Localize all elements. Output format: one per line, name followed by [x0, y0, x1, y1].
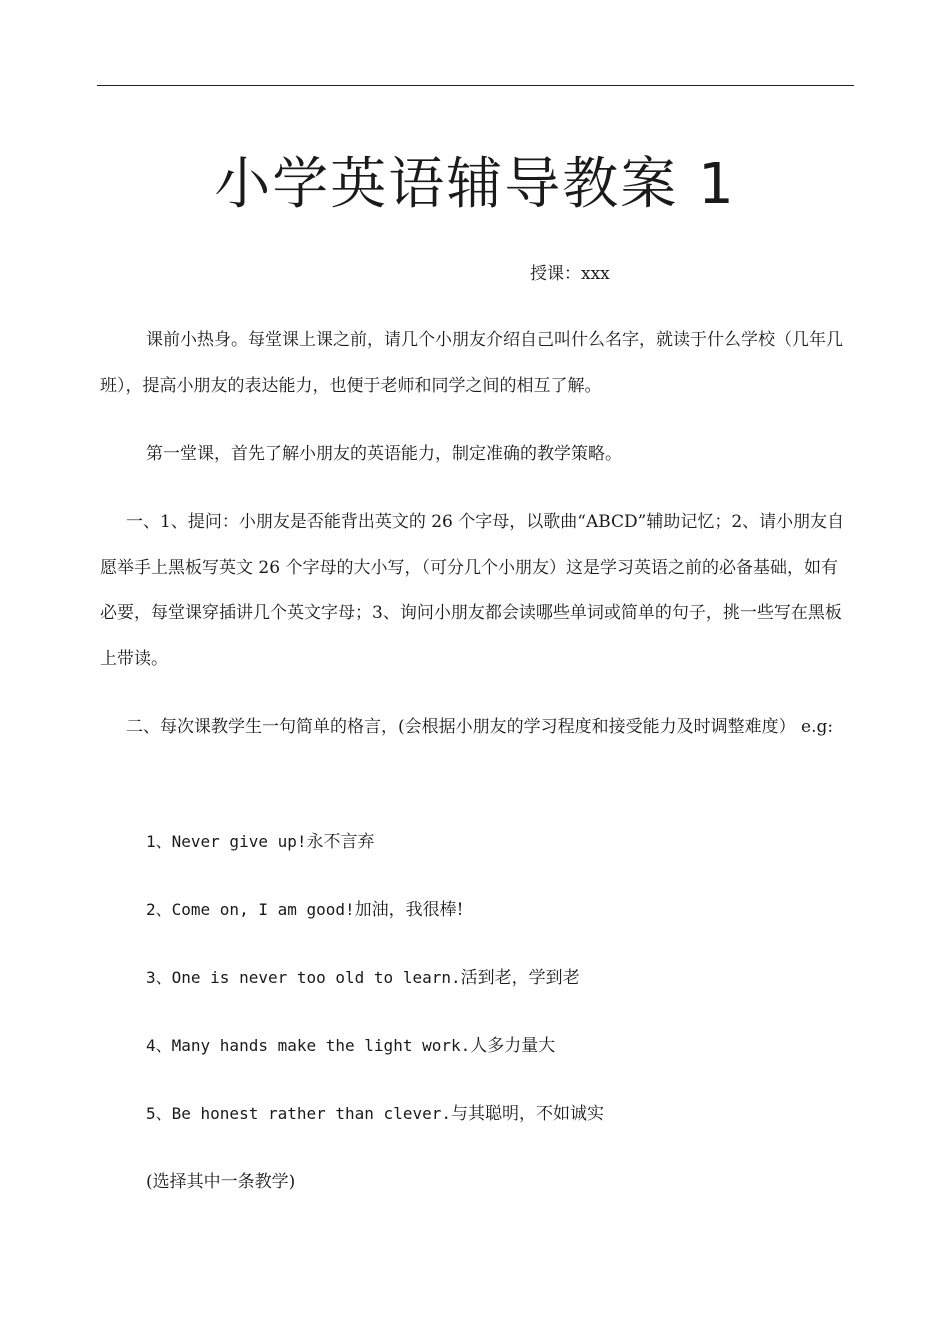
motto-chinese: 永不言弃 — [306, 832, 375, 852]
motto-item — [146, 1033, 555, 1059]
motto-chinese: 与其聪明，不如诚实 — [451, 1104, 604, 1124]
motto-item — [146, 897, 464, 923]
motto-item — [146, 1101, 604, 1127]
paragraph-section-two: 二、每次课教学生一句简单的格言，(会根据小朋友的学习程度和接受能力及时调整难度） e.g: — [126, 717, 834, 737]
motto-english: 2、Come on, I am good! — [146, 900, 355, 919]
motto-english: 5、Be honest rather than clever. — [146, 1104, 451, 1123]
motto-chinese: 活到老，学到老 — [460, 968, 580, 988]
paragraph-warmup: 课前小热身。每堂课上课之前，请几个小朋友介绍自己叫什么名字，就读于什么学校（几年几班），提高小朋友的表达能力，也便于老师和同学之间的相互了解。 — [100, 330, 843, 396]
motto-english: 4、Many hands make the light work. — [146, 1036, 471, 1055]
document-title: 小学英语辅导教案 1 — [214, 152, 736, 217]
motto-item — [146, 829, 375, 855]
paragraph-first-lesson: 第一堂课，首先了解小朋友的英语能力，制定准确的教学策略。 — [146, 444, 622, 464]
header-rule — [97, 85, 854, 86]
motto-english: 1、Never give up! — [146, 832, 307, 851]
author-line: 授课：xxx — [530, 264, 610, 284]
motto-item — [146, 965, 580, 991]
motto-chinese: 加油，我很棒! — [354, 900, 464, 920]
motto-chinese: 人多力量大 — [470, 1036, 556, 1056]
paragraph-section-one: 一、1、提问：小朋友是否能背出英文的 26 个字母，以歌曲“ABCD”辅助记忆；2、请小朋友自愿举手上黑板写英文 26 个字母的大小写，（可分几个小朋友）这是学习英语之前的必备基础，如有必要，每堂课穿插讲几个英文字母；3、询问小朋友都会读哪些单词或简单的句子，挑一些写在黑板上带读。 — [100, 512, 845, 669]
motto-english: 3、One is never too old to learn. — [146, 968, 461, 987]
footnote: (选择其中一条教学) — [146, 1172, 296, 1192]
